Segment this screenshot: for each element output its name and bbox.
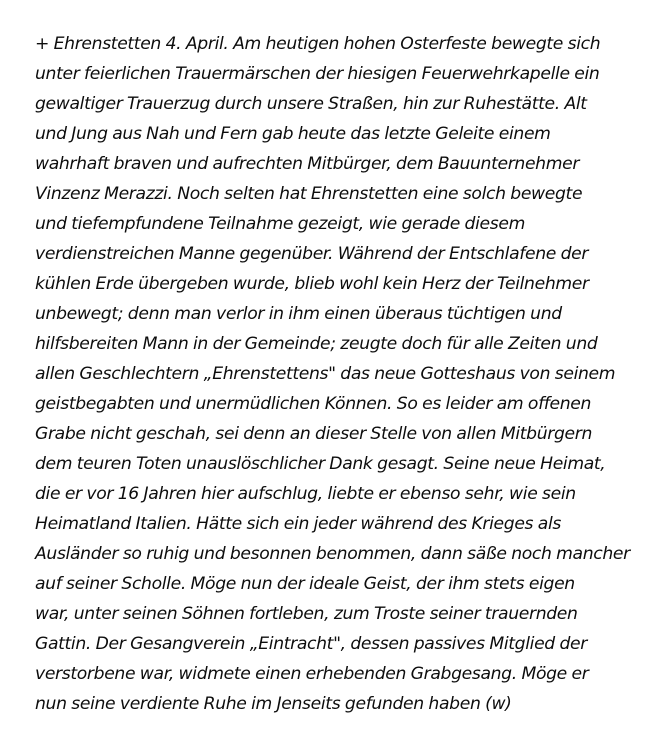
text-line: die er vor 16 Jahren hier aufschlug, liebte er ebenso sehr, wie sein [35,484,576,504]
text-line: und tiefempfundene Teilnahme gezeigt, wie gerade diesem [35,214,525,234]
text-line: Grabe nicht geschah, sei denn an dieser Stelle von allen Mitbürgern [35,424,592,444]
text-line: Ausländer so ruhig und besonnen benommen, dann säße noch mancher [35,544,630,564]
text-line: kühlen Erde übergeben wurde, blieb wohl kein Herz der Teilnehmer [35,274,589,294]
obituary-text-block [35,29,655,719]
text-line: Gattin. Der Gesangverein „Eintracht", dessen passives Mitglied der [35,634,587,654]
text-line: auf seiner Scholle. Möge nun der ideale Geist, der ihm stets eigen [35,574,575,594]
text-line: verdienstreichen Manne gegenüber. Während der Entschlafene der [35,244,589,264]
text-line: verstorbene war, widmete einen erhebenden Grabgesang. Möge er [35,664,589,684]
text-line: unter feierlichen Trauermärschen der hiesigen Feuerwehrkapelle ein [35,64,600,84]
text-line: dem teuren Toten unauslöschlicher Dank gesagt. Seine neue Heimat, [35,454,606,474]
text-line: wahrhaft braven und aufrechten Mitbürger, dem Bauunternehmer [35,154,580,174]
text-line: allen Geschlechtern „Ehrenstettens" das neue Gotteshaus von seinem [35,364,616,384]
text-line: nun seine verdiente Ruhe im Jenseits gefunden haben (w) [35,694,512,714]
text-line: geistbegabten und unermüdlichen Können. So es leider am offenen [35,394,592,414]
text-line: und Jung aus Nah und Fern gab heute das letzte Geleite einem [35,124,551,144]
text-line: Vinzenz Merazzi. Noch selten hat Ehrenstetten eine solch bewegte [35,184,583,204]
text-line: gewaltiger Trauerzug durch unsere Straßen, hin zur Ruhestätte. Alt [35,94,587,114]
text-line: hilfsbereiten Mann in der Gemeinde; zeugte doch für alle Zeiten und [35,334,598,354]
text-line: Heimatland Italien. Hätte sich ein jeder während des Krieges als [35,514,561,534]
text-line: war, unter seinen Söhnen fortleben, zum Troste seiner trauernden [35,604,578,624]
text-line: + Ehrenstetten 4. April. Am heutigen hohen Osterfeste bewegte sich [35,34,601,54]
text-line: unbewegt; denn man verlor in ihm einen überaus tüchtigen und [35,304,562,324]
